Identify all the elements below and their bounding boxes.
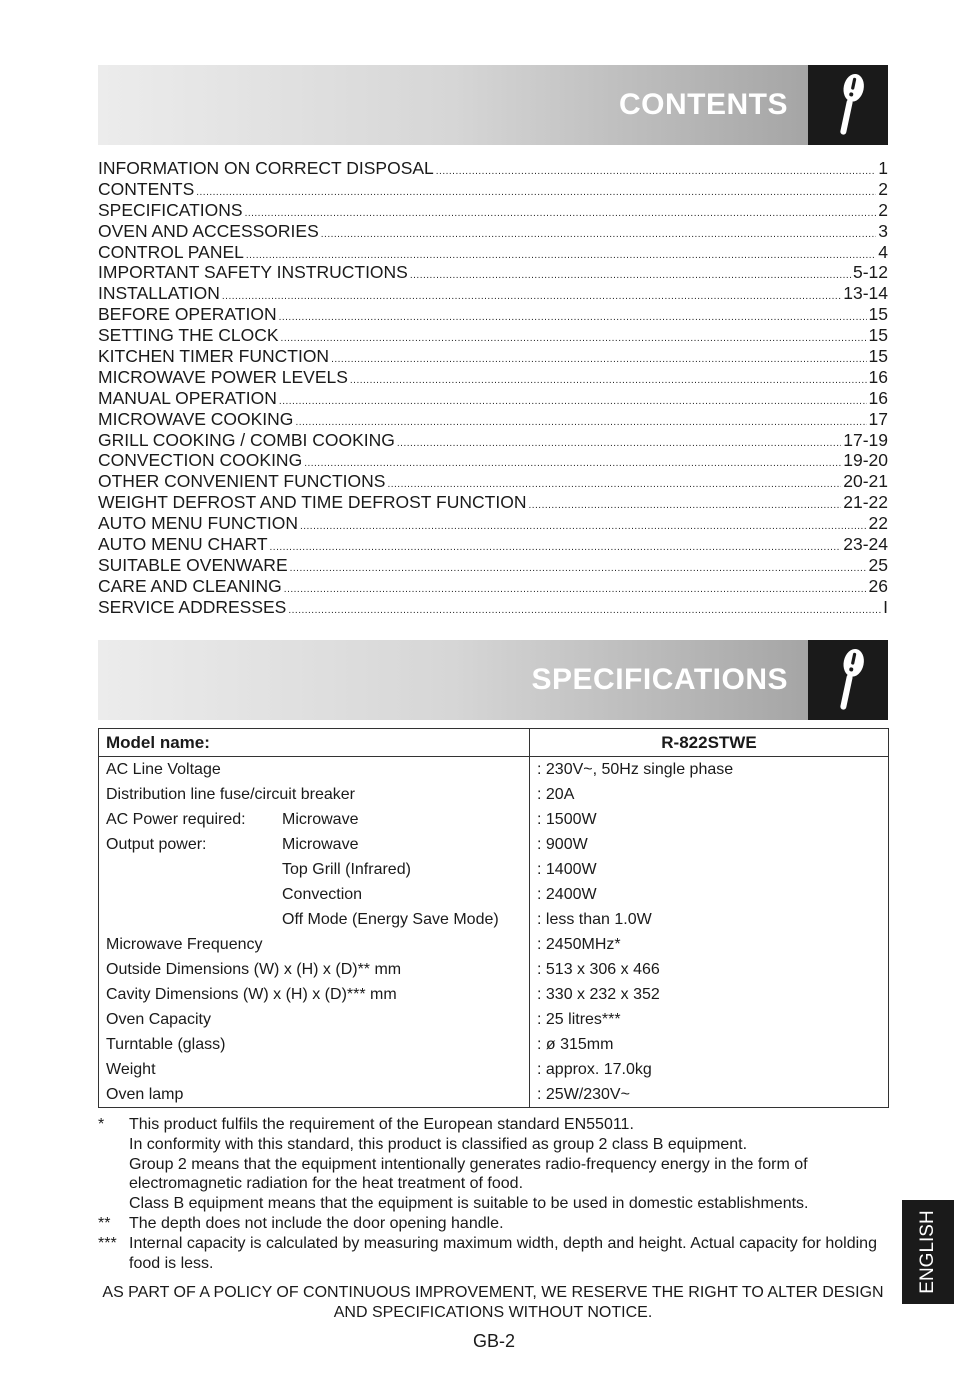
- contents-entry: [98, 597, 888, 618]
- spec-value: : 25 litres***: [530, 1007, 889, 1032]
- specifications-table: [98, 728, 889, 1108]
- contents-entry-title: SERVICE ADDRESSES: [98, 596, 287, 617]
- spec-row: [99, 757, 889, 783]
- spec-label: Oven Capacity: [99, 1007, 530, 1032]
- contents-entry: [98, 346, 888, 367]
- info-pointer-icon: [808, 65, 888, 145]
- contents-list: [98, 158, 888, 618]
- contents-entry-page: 1: [878, 158, 888, 178]
- dot-leader: [245, 204, 877, 225]
- dot-leader: [528, 496, 841, 517]
- spec-label: Oven lamp: [99, 1082, 530, 1108]
- spec-label: Cavity Dimensions (W) x (H) x (D)*** mm: [99, 982, 530, 1007]
- spec-sublabel: Convection: [282, 885, 363, 903]
- footnote-text: This product fulfils the requirement of the European standard EN55011.: [129, 1116, 634, 1133]
- contents-entry: [98, 304, 888, 325]
- language-tab-label: ENGLISH: [917, 1210, 938, 1294]
- contents-entry-title: AUTO MENU CHART: [98, 534, 268, 555]
- contents-entry: [98, 492, 888, 513]
- spec-sublabel: Top Grill (Infrared): [282, 860, 411, 878]
- spec-row: [99, 907, 889, 932]
- contents-entry-title: MANUAL OPERATION: [98, 387, 277, 408]
- contents-entry: [98, 325, 888, 346]
- spec-row: [99, 982, 889, 1007]
- footnote: [98, 1214, 893, 1234]
- spec-header-row: [99, 729, 889, 757]
- contents-entry-title: SETTING THE CLOCK: [98, 325, 279, 346]
- contents-entry: [98, 200, 888, 221]
- contents-entry: [98, 242, 888, 263]
- spec-value: : 230V~, 50Hz single phase: [530, 757, 889, 783]
- contents-entry: [98, 367, 888, 388]
- dot-leader: [410, 266, 851, 287]
- contents-entry-title: SUITABLE OVENWARE: [98, 554, 288, 575]
- contents-entry-page: 13-14: [843, 283, 888, 304]
- spec-row: [99, 782, 889, 807]
- contents-entry: [98, 534, 888, 555]
- contents-entry-page: 3: [878, 220, 888, 241]
- info-pointer-icon: [808, 640, 888, 720]
- contents-entry-title: CONTROL PANEL: [98, 241, 244, 262]
- page-number: GB-2: [472, 1331, 515, 1351]
- spec-label: [99, 907, 276, 932]
- contents-entry-title: INSTALLATION: [98, 283, 220, 304]
- spec-value: : 513 x 306 x 466: [530, 957, 889, 982]
- spec-row: [99, 882, 889, 907]
- contents-banner: [98, 65, 888, 145]
- spec-value: : ø 315mm: [530, 1032, 889, 1057]
- spec-label: AC Line Voltage: [99, 757, 530, 783]
- spec-label: Output power:: [99, 832, 276, 857]
- contents-entry-title: CONTENTS: [98, 178, 195, 199]
- footnotes: [98, 1115, 893, 1273]
- dot-leader: [321, 225, 877, 246]
- contents-entry-page: 19-20: [843, 450, 888, 471]
- contents-entry: [98, 388, 888, 409]
- footnote-text: Class B equipment means that the equipment is suitable to be used in domestic establishments.: [129, 1195, 809, 1213]
- model-name-value: R-822STWE: [530, 729, 889, 757]
- policy-statement: AS PART OF A POLICY OF CONTINUOUS IMPROVEMENT, WE RESERVE THE RIGHT TO ALTER DESIGN AND SPECIFICATIONS WITHOUT NOTICE.: [102, 1284, 884, 1321]
- contents-entry: [98, 221, 888, 242]
- spec-label: Outside Dimensions (W) x (H) x (D)** mm: [99, 957, 530, 982]
- contents-entry: [98, 471, 888, 492]
- contents-entry-title: KITCHEN TIMER FUNCTION: [98, 346, 330, 367]
- contents-entry-title: OTHER CONVENIENT FUNCTIONS: [98, 471, 386, 492]
- spec-row: [99, 1032, 889, 1057]
- spec-label: Turntable (glass): [99, 1032, 530, 1057]
- dot-leader: [281, 329, 867, 350]
- contents-entry: [98, 283, 888, 304]
- dot-leader: [279, 392, 867, 413]
- contents-entry-page: 2: [878, 178, 888, 199]
- contents-entry-page: 20-21: [843, 471, 888, 492]
- spec-sublabel: Microwave: [282, 810, 359, 828]
- footnote-body: [129, 1214, 504, 1234]
- spec-value: : 330 x 232 x 352: [530, 982, 889, 1007]
- dot-leader: [397, 434, 841, 455]
- spec-value: : 20A: [530, 782, 889, 807]
- spec-value: : 2400W: [530, 882, 889, 907]
- footnote-text: In conformity with this standard, this product is classified as group 2 class B equipment.: [129, 1135, 748, 1153]
- contents-entry-title: CONVECTION COOKING: [98, 450, 303, 471]
- spec-row: [99, 1082, 889, 1108]
- spec-value: : 1400W: [530, 857, 889, 882]
- contents-entry-page: 15: [868, 304, 888, 325]
- footnote-text: Group 2 means that the equipment intentionally generates radio-frequency energy in the form of electromagnetic radiation for the heat treatment of food.: [129, 1155, 808, 1193]
- footnote-text: Internal capacity is calculated by measuring maximum width, depth and height. Actual capacity for holding food is less.: [129, 1234, 877, 1272]
- contents-entry: [98, 450, 888, 471]
- spec-value: : approx. 17.0kg: [530, 1057, 889, 1082]
- spec-label: Microwave Frequency: [99, 932, 530, 957]
- footnote: [98, 1234, 893, 1274]
- dot-leader: [284, 580, 867, 601]
- contents-entry-title: INFORMATION ON CORRECT DISPOSAL: [98, 158, 434, 178]
- contents-entry-page: 4: [878, 241, 888, 262]
- contents-entry-page: 5-12: [852, 262, 888, 283]
- contents-entry-page: 2: [878, 199, 888, 220]
- contents-entry: [98, 513, 888, 534]
- model-name-label: Model name:: [99, 729, 530, 757]
- dot-leader: [270, 538, 842, 559]
- footnote: [98, 1115, 893, 1214]
- contents-entry-title: AUTO MENU FUNCTION: [98, 513, 298, 534]
- contents-entry-page: 17: [868, 408, 888, 429]
- contents-entry-title: WEIGHT DEFROST AND TIME DEFROST FUNCTION: [98, 492, 527, 513]
- dot-leader: [300, 517, 867, 538]
- footnote-text: The depth does not include the door opening handle.: [129, 1214, 504, 1232]
- spec-label: Distribution line fuse/circuit breaker: [99, 782, 530, 807]
- spec-label: AC Power required:: [99, 807, 276, 832]
- spec-row: [99, 932, 889, 957]
- spec-value: : 1500W: [530, 807, 889, 832]
- footnote-mark: ***: [98, 1234, 117, 1252]
- footnote-mark: *: [98, 1116, 105, 1133]
- contents-entry-title: SPECIFICATIONS: [98, 199, 243, 220]
- contents-entry-page: 21-22: [843, 492, 888, 513]
- footnote-mark: **: [98, 1214, 111, 1232]
- spec-value: : 2450MHz*: [530, 932, 889, 957]
- spec-value: : 25W/230V~: [530, 1082, 889, 1108]
- spec-value: : 900W: [530, 832, 889, 857]
- spec-label: [99, 857, 276, 882]
- spec-row: [99, 1007, 889, 1032]
- spec-sublabel: Off Mode (Energy Save Mode): [282, 910, 499, 928]
- dot-leader: [331, 350, 866, 371]
- spec-value: : less than 1.0W: [530, 907, 889, 932]
- spec-label: [99, 882, 276, 907]
- contents-entry: [98, 576, 888, 597]
- contents-entry-page: 15: [868, 325, 888, 346]
- contents-entry-page: I: [883, 596, 888, 617]
- specifications-banner: [98, 640, 888, 720]
- contents-title: CONTENTS: [619, 88, 788, 121]
- contents-entry-title: OVEN AND ACCESSORIES: [98, 220, 319, 241]
- specifications-title: SPECIFICATIONS: [531, 663, 788, 696]
- spec-row: [99, 832, 889, 857]
- contents-entry-page: 22: [868, 513, 888, 534]
- contents-entry: [98, 158, 888, 179]
- contents-entry: [98, 555, 888, 576]
- dot-leader: [222, 287, 841, 308]
- contents-entry-page: 23-24: [843, 534, 888, 555]
- dot-leader: [279, 308, 867, 329]
- spec-label: Weight: [99, 1057, 530, 1082]
- footnote-body: [129, 1115, 893, 1214]
- dot-leader: [288, 601, 881, 622]
- contents-entry-page: 26: [868, 575, 888, 596]
- footnote-body: [129, 1234, 893, 1274]
- contents-entry-page: 16: [868, 366, 888, 387]
- contents-entry-page: 25: [868, 554, 888, 575]
- contents-entry-page: 17-19: [843, 429, 888, 450]
- spec-row: [99, 957, 889, 982]
- language-tab: [902, 1200, 954, 1304]
- contents-entry-title: MICROWAVE COOKING: [98, 408, 294, 429]
- contents-entry-title: CARE AND CLEANING: [98, 575, 282, 596]
- contents-entry: [98, 430, 888, 451]
- contents-entry: [98, 409, 888, 430]
- contents-entry-page: 15: [868, 346, 888, 367]
- contents-entry-title: GRILL COOKING / COMBI COOKING: [98, 429, 395, 450]
- contents-entry-title: MICROWAVE POWER LEVELS: [98, 366, 348, 387]
- contents-entry-title: BEFORE OPERATION: [98, 304, 277, 325]
- dot-leader: [436, 162, 876, 183]
- spec-row: [99, 1057, 889, 1082]
- contents-entry-page: 16: [868, 387, 888, 408]
- contents-entry-title: IMPORTANT SAFETY INSTRUCTIONS: [98, 262, 408, 283]
- contents-entry: [98, 262, 888, 283]
- dot-leader: [290, 559, 867, 580]
- spec-sublabel: Microwave: [282, 835, 359, 853]
- contents-entry: [98, 179, 888, 200]
- dot-leader: [196, 183, 876, 204]
- spec-row: [99, 807, 889, 832]
- dot-leader: [350, 371, 867, 392]
- spec-row: [99, 857, 889, 882]
